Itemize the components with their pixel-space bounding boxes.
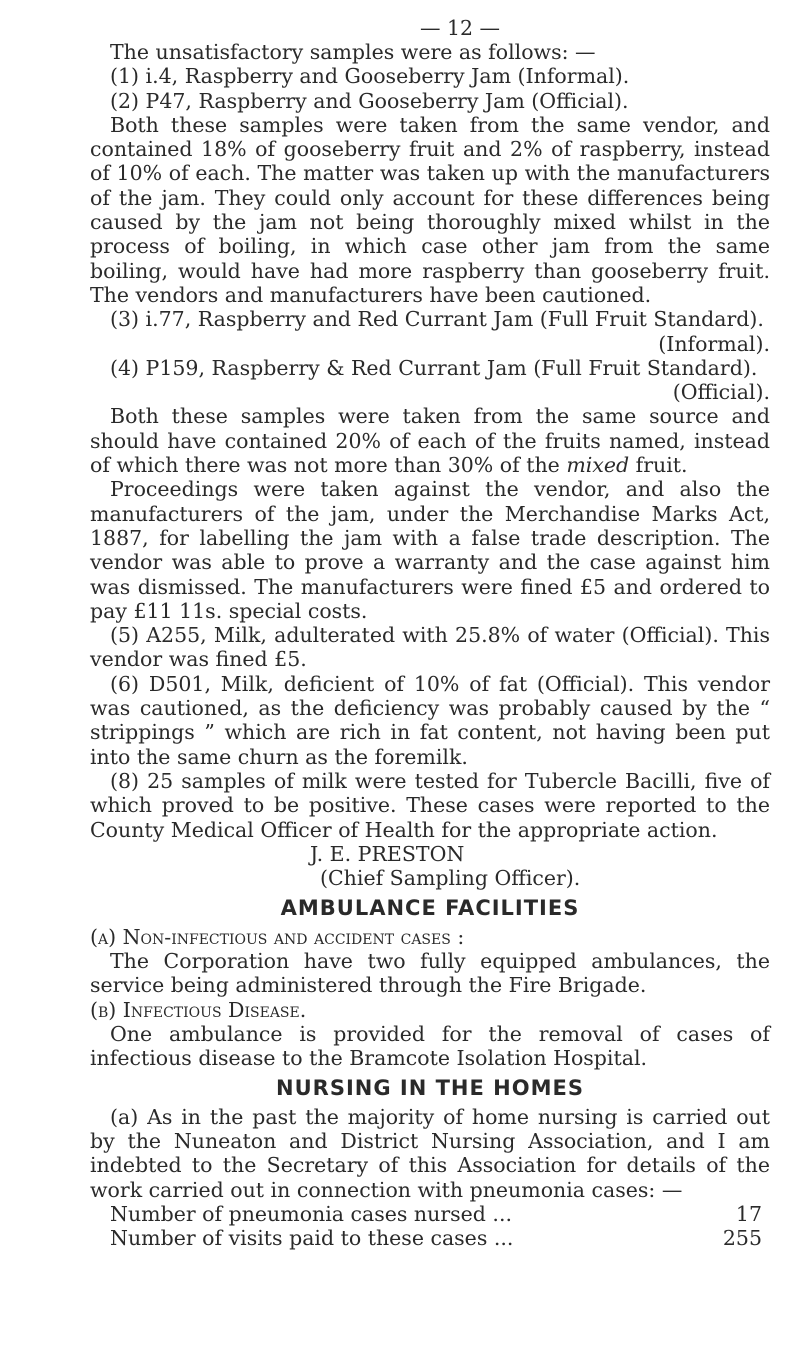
item-8: (8) 25 samples of milk were tested for Tubercle Bacilli, five of which proved to be positive. These cases were reported to the County Medical Officer of Health for the appropriate action. bbox=[90, 768, 770, 842]
paragraph-full-fruit bbox=[90, 404, 770, 477]
item-2: (2) P47, Raspberry and Gooseberry Jam (Official). bbox=[110, 88, 629, 113]
signature-title: (Chief Sampling Officer). bbox=[320, 866, 581, 891]
paragraph-full-fruit-part1: Both these samples were taken from the same source and should have contained 20% of each of the fruits named, instead of which there was not more than 30% of the bbox=[90, 404, 770, 478]
ambulance-heading: AMBULANCE FACILITIES bbox=[280, 896, 580, 921]
item-4-tag: (Official). bbox=[672, 380, 770, 405]
nursing-a-text: (a) As in the past the majority of home nursing is carried out by the Nuneaton and District Nursing Association, and I am indebted to the Secretary of this Association for details of the work carried out in connection with pneumonia cases: — bbox=[90, 1104, 770, 1202]
item-6: (6) D501, Milk, deficient of 10% of fat (Official). This vendor was cautioned, as the deficiency was probably caused by the “ strippings ” which are rich in fat content, not having been put into the same churn as the foremilk. bbox=[90, 671, 770, 769]
item-3: (3) i.77, Raspberry and Red Currant Jam (Full Fruit Standard). bbox=[110, 307, 764, 332]
ambulance-a-text: The Corporation have two fully equipped ambulances, the service being administered through the Fire Brigade. bbox=[90, 948, 770, 998]
ambulance-b-label: (b) Infectious Disease. bbox=[90, 997, 307, 1022]
stat-row-cases bbox=[90, 1202, 770, 1226]
ambulance-b-text: One ambulance is provided for the removal of cases of infectious disease to the Bramcote Isolation Hospital. bbox=[90, 1021, 770, 1071]
stat-label-cases: Number of pneumonia cases nursed ... bbox=[110, 1201, 512, 1226]
stat-label-visits: Number of visits paid to these cases ... bbox=[110, 1226, 514, 1251]
nursing-heading: NURSING IN THE HOMES bbox=[276, 1076, 584, 1101]
item-3-tag: (Informal). bbox=[658, 331, 770, 356]
item-5: (5) A255, Milk, adulterated with 25.8% of water (Official). This vendor was fined £5. bbox=[90, 623, 770, 672]
paragraph-full-fruit-part2: fruit. bbox=[629, 453, 688, 478]
emphasis-mixed: mixed bbox=[566, 453, 630, 478]
stat-value-cases: 17 bbox=[735, 1201, 762, 1226]
document-page bbox=[90, 0, 770, 1251]
item-4: (4) P159, Raspberry & Red Currant Jam (Full Fruit Standard). bbox=[110, 355, 758, 380]
page-number: — 12 — bbox=[419, 16, 501, 40]
signature-name: J. E. PRESTON bbox=[310, 841, 465, 866]
ambulance-a-label: (a) Non-infectious and accident cases : bbox=[90, 924, 465, 949]
intro-text: The unsatisfactory samples were as follows: — bbox=[110, 40, 596, 64]
paragraph-proceedings: Proceedings were taken against the vendor, and also the manufacturers of the jam, under the Merchandise Marks Act, 1887, for labelling the jam with a false trade description. The vendor was able to prove a warranty and the case against him was dismissed. The manufacturers were fined £5 and ordered to pay £11 11s. special costs. bbox=[90, 477, 770, 623]
stat-value-visits: 255 bbox=[722, 1226, 762, 1251]
stat-row-visits bbox=[90, 1226, 770, 1250]
paragraph-jam-mixing: Both these samples were taken from the same vendor, and contained 18% of gooseberry fruit and 2% of raspberry, instead of 10% of each. The matter was taken up with the manufacturers of the jam. They could only account for these differences being caused by the jam not being thoroughly mixed whilst in the process of boiling, in which case other jam from the same boiling, would have had more raspberry than gooseberry fruit. The vendors and manufacturers have been cautioned. bbox=[90, 112, 770, 307]
item-1: (1) i.4, Raspberry and Gooseberry Jam (Informal). bbox=[110, 64, 630, 89]
